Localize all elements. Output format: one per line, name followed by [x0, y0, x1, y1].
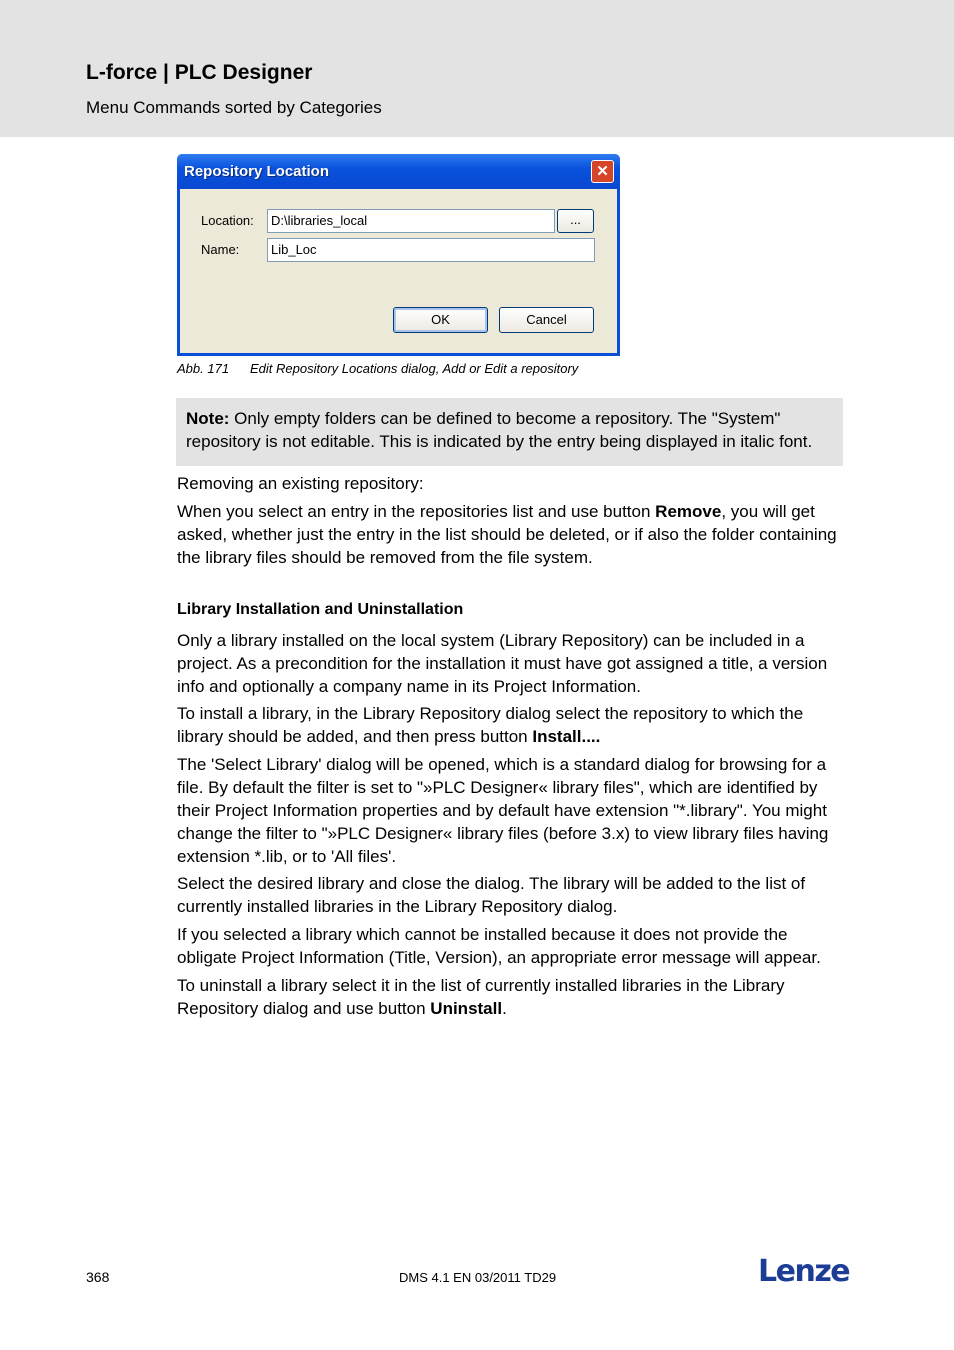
figure-number: Abb. 171 — [177, 361, 230, 376]
paragraph-removing: Removing an existing repository: — [177, 474, 424, 493]
page-number: 368 — [86, 1269, 110, 1285]
paragraph-select-desired: Select the desired library and close the dialog. The library will be added to the list of currently installed libraries in the Library Repository dialog. — [177, 874, 806, 916]
figure-caption — [177, 361, 578, 376]
note-label: Note: — [186, 409, 230, 428]
note-text: Only empty folders can be defined to become a repository. The "System" repository is not editable. This is indicated by the entry being displayed in italic font. — [186, 409, 813, 451]
location-input[interactable]: D:\libraries_local — [267, 209, 555, 233]
dialog-body — [180, 189, 617, 353]
name-input[interactable]: Lib_Loc — [267, 238, 595, 262]
paragraph-installed-library: Only a library installed on the local system (Library Repository) can be included in a project. As a precondition for the installation it must have got assigned a title, a version info and optionally a company name in its Project Information. — [177, 631, 828, 696]
text-run: To install a library, in the Library Repository dialog select the repository to which the library should be added, and then press button — [177, 704, 804, 746]
name-label: Name: — [201, 242, 240, 257]
document-subtitle: Menu Commands sorted by Categories — [86, 98, 382, 117]
paragraph-error: If you selected a library which cannot be installed because it does not provide the obligate Project Information (Title, Version), an appropriate error message will appear. — [177, 925, 821, 967]
dialog-titlebar[interactable] — [177, 154, 620, 189]
paragraph-install — [177, 702, 847, 748]
uninstall-button-name: Uninstall — [430, 999, 503, 1018]
dialog-title: Repository Location — [184, 163, 330, 180]
cancel-button[interactable]: Cancel — [499, 307, 594, 333]
paragraph-select-library: The 'Select Library' dialog will be opened, which is a standard dialog for browsing for a file. By default the filter is set to "»PLC Designer« library files", which are identified by their Project Information properties and by default have extension "*.library". You might change the filter to "»PLC Designer« library files (before 3.x) to view library files having extension *.lib, or to 'All files'. — [177, 755, 829, 866]
repository-location-dialog — [177, 154, 620, 356]
note-box — [176, 398, 843, 466]
remove-button-name: Remove — [655, 502, 722, 521]
lenze-logo: Lenze — [758, 1254, 850, 1289]
document-title: L-force | PLC Designer — [86, 61, 313, 84]
install-button-name: Install.... — [532, 727, 601, 746]
paragraph-remove-explanation — [177, 500, 847, 569]
ok-button[interactable]: OK — [393, 307, 488, 333]
section-heading: Library Installation and Uninstallation — [177, 601, 464, 618]
figure-caption-text: Edit Repository Locations dialog, Add or Edit a repository — [250, 361, 579, 376]
close-icon[interactable]: ✕ — [591, 160, 614, 183]
text-run: To uninstall a library select it in the list of currently installed libraries in the Library Repository dialog and use button — [177, 976, 785, 1018]
document-reference: DMS 4.1 EN 03/2011 TD29 — [399, 1270, 557, 1285]
location-label: Location: — [201, 213, 254, 228]
browse-button[interactable]: ... — [557, 209, 594, 233]
paragraph-uninstall — [177, 974, 847, 1020]
text-run: , you will get asked, whether just the entry in the list should be deleted, or if also the folder containing the library files should be removed from the file system. — [177, 502, 837, 567]
text-run: When you select an entry in the repositories list and use button — [177, 502, 656, 521]
text-run: . — [502, 999, 507, 1018]
page-header — [0, 0, 954, 137]
